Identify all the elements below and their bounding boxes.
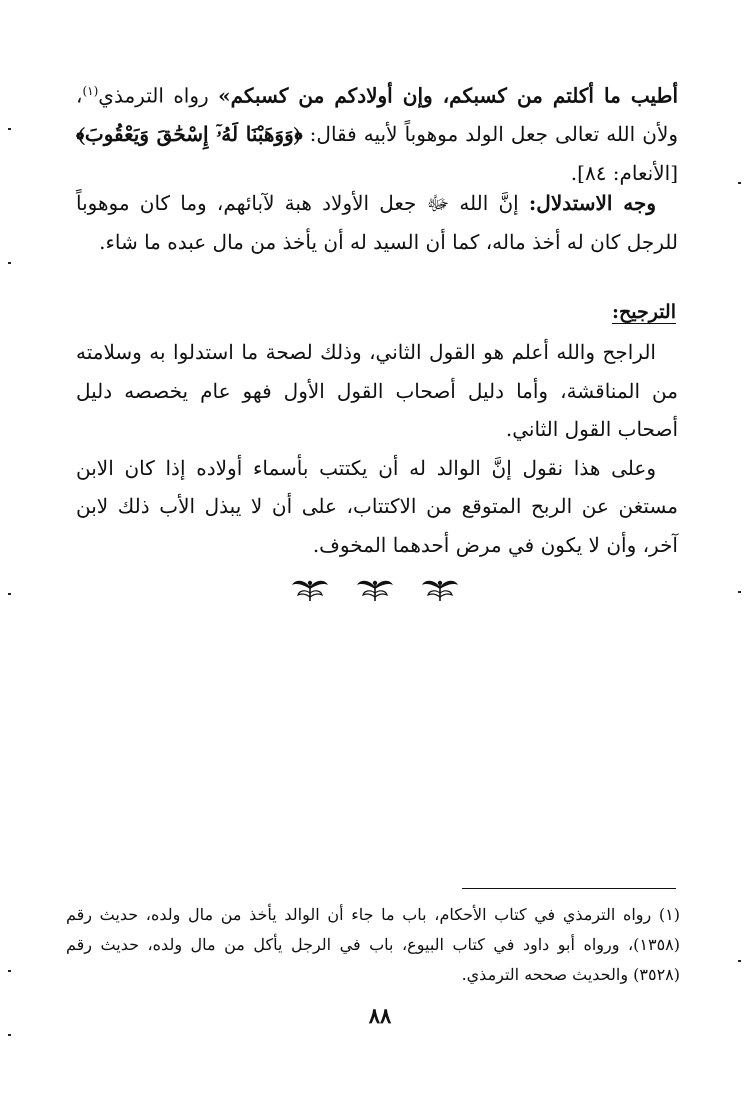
preference-paragraph-1: الراجح والله أعلم هو القول الثاني، وذلك لصحة ما استدلوا به وسلامته من المناقشة، وأما دليل أصحاب القول الأول فهو عام يخصصه دليل أصحاب القول الثاني.: [76, 340, 678, 441]
footnote-separator: [462, 888, 676, 889]
quran-verse: ﴿وَوَهَبْنَا لَهُۥٓ إِسْحَٰقَ وَيَعْقُوبَ﴾: [76, 122, 303, 147]
page-number: ٨٨: [368, 1003, 392, 1028]
argument-text: ولأن الله تعالى جعل الولد موهوباً لأبيه فقال:: [302, 122, 679, 147]
punctuation: ،: [76, 83, 83, 108]
inference-paragraph: [76, 184, 678, 261]
scan-speck: [8, 128, 11, 130]
preference-block: [76, 333, 678, 564]
section-divider: [290, 574, 460, 606]
hadith-paragraph: [76, 72, 678, 192]
quran-reference: [الأنعام: ٨٤].: [570, 160, 678, 185]
floral-ornament-icon: [420, 575, 460, 605]
floral-ornament-icon: [290, 575, 330, 605]
inference-label: وجه الاستدلال:: [528, 191, 657, 215]
scan-speck: [8, 1034, 11, 1036]
floral-ornament-icon: [355, 575, 395, 605]
preference-paragraph-2: وعلى هذا نقول إنَّ الوالد له أن يكتتب بأسماء أولاده إذا كان الابن مستغن عن الربح المتوقع من الاكتتاب، على أن لا يبذل الأب ذلك لابن آخر، وأن لا يكون في مرض أحدهما المخوف.: [76, 455, 678, 557]
footnote-block: [66, 900, 680, 990]
hadith-text: أطيب ما أكلتم من كسبكم، وإن أولادكم من كسبكم»: [218, 83, 678, 108]
footnote-text: (١) رواه الترمذي في كتاب الأحكام، باب ما جاء أن الوالد يأخذ من مال ولده، حديث رقم (١٣٥٨)، ورواه أبو داود في كتاب البيوع، باب في الرجل يأكل من مال ولده، حديث رقم (٣٥٢٨) والحديث صححه الترمذي.: [66, 905, 680, 984]
narrator-text: رواه الترمذي: [98, 83, 219, 108]
inference-block: [76, 184, 678, 261]
section-heading: الترجيح:: [611, 301, 676, 323]
scan-speck: [8, 593, 11, 595]
inference-text: إنَّ الله ﷻ جعل الأولاد هبة لآبائهم، وما كان موهوباً للرجل كان له أخذ ماله، كما أن السيد له أن يأخذ من مال عبده ما شاء.: [76, 191, 678, 254]
hadith-block: [76, 72, 678, 192]
scan-speck: [738, 591, 741, 593]
scan-speck: [8, 262, 11, 264]
scan-speck: [8, 970, 11, 972]
scan-speck: [738, 960, 741, 962]
scan-speck: [738, 182, 741, 184]
footnote-ref: (١): [82, 84, 99, 98]
